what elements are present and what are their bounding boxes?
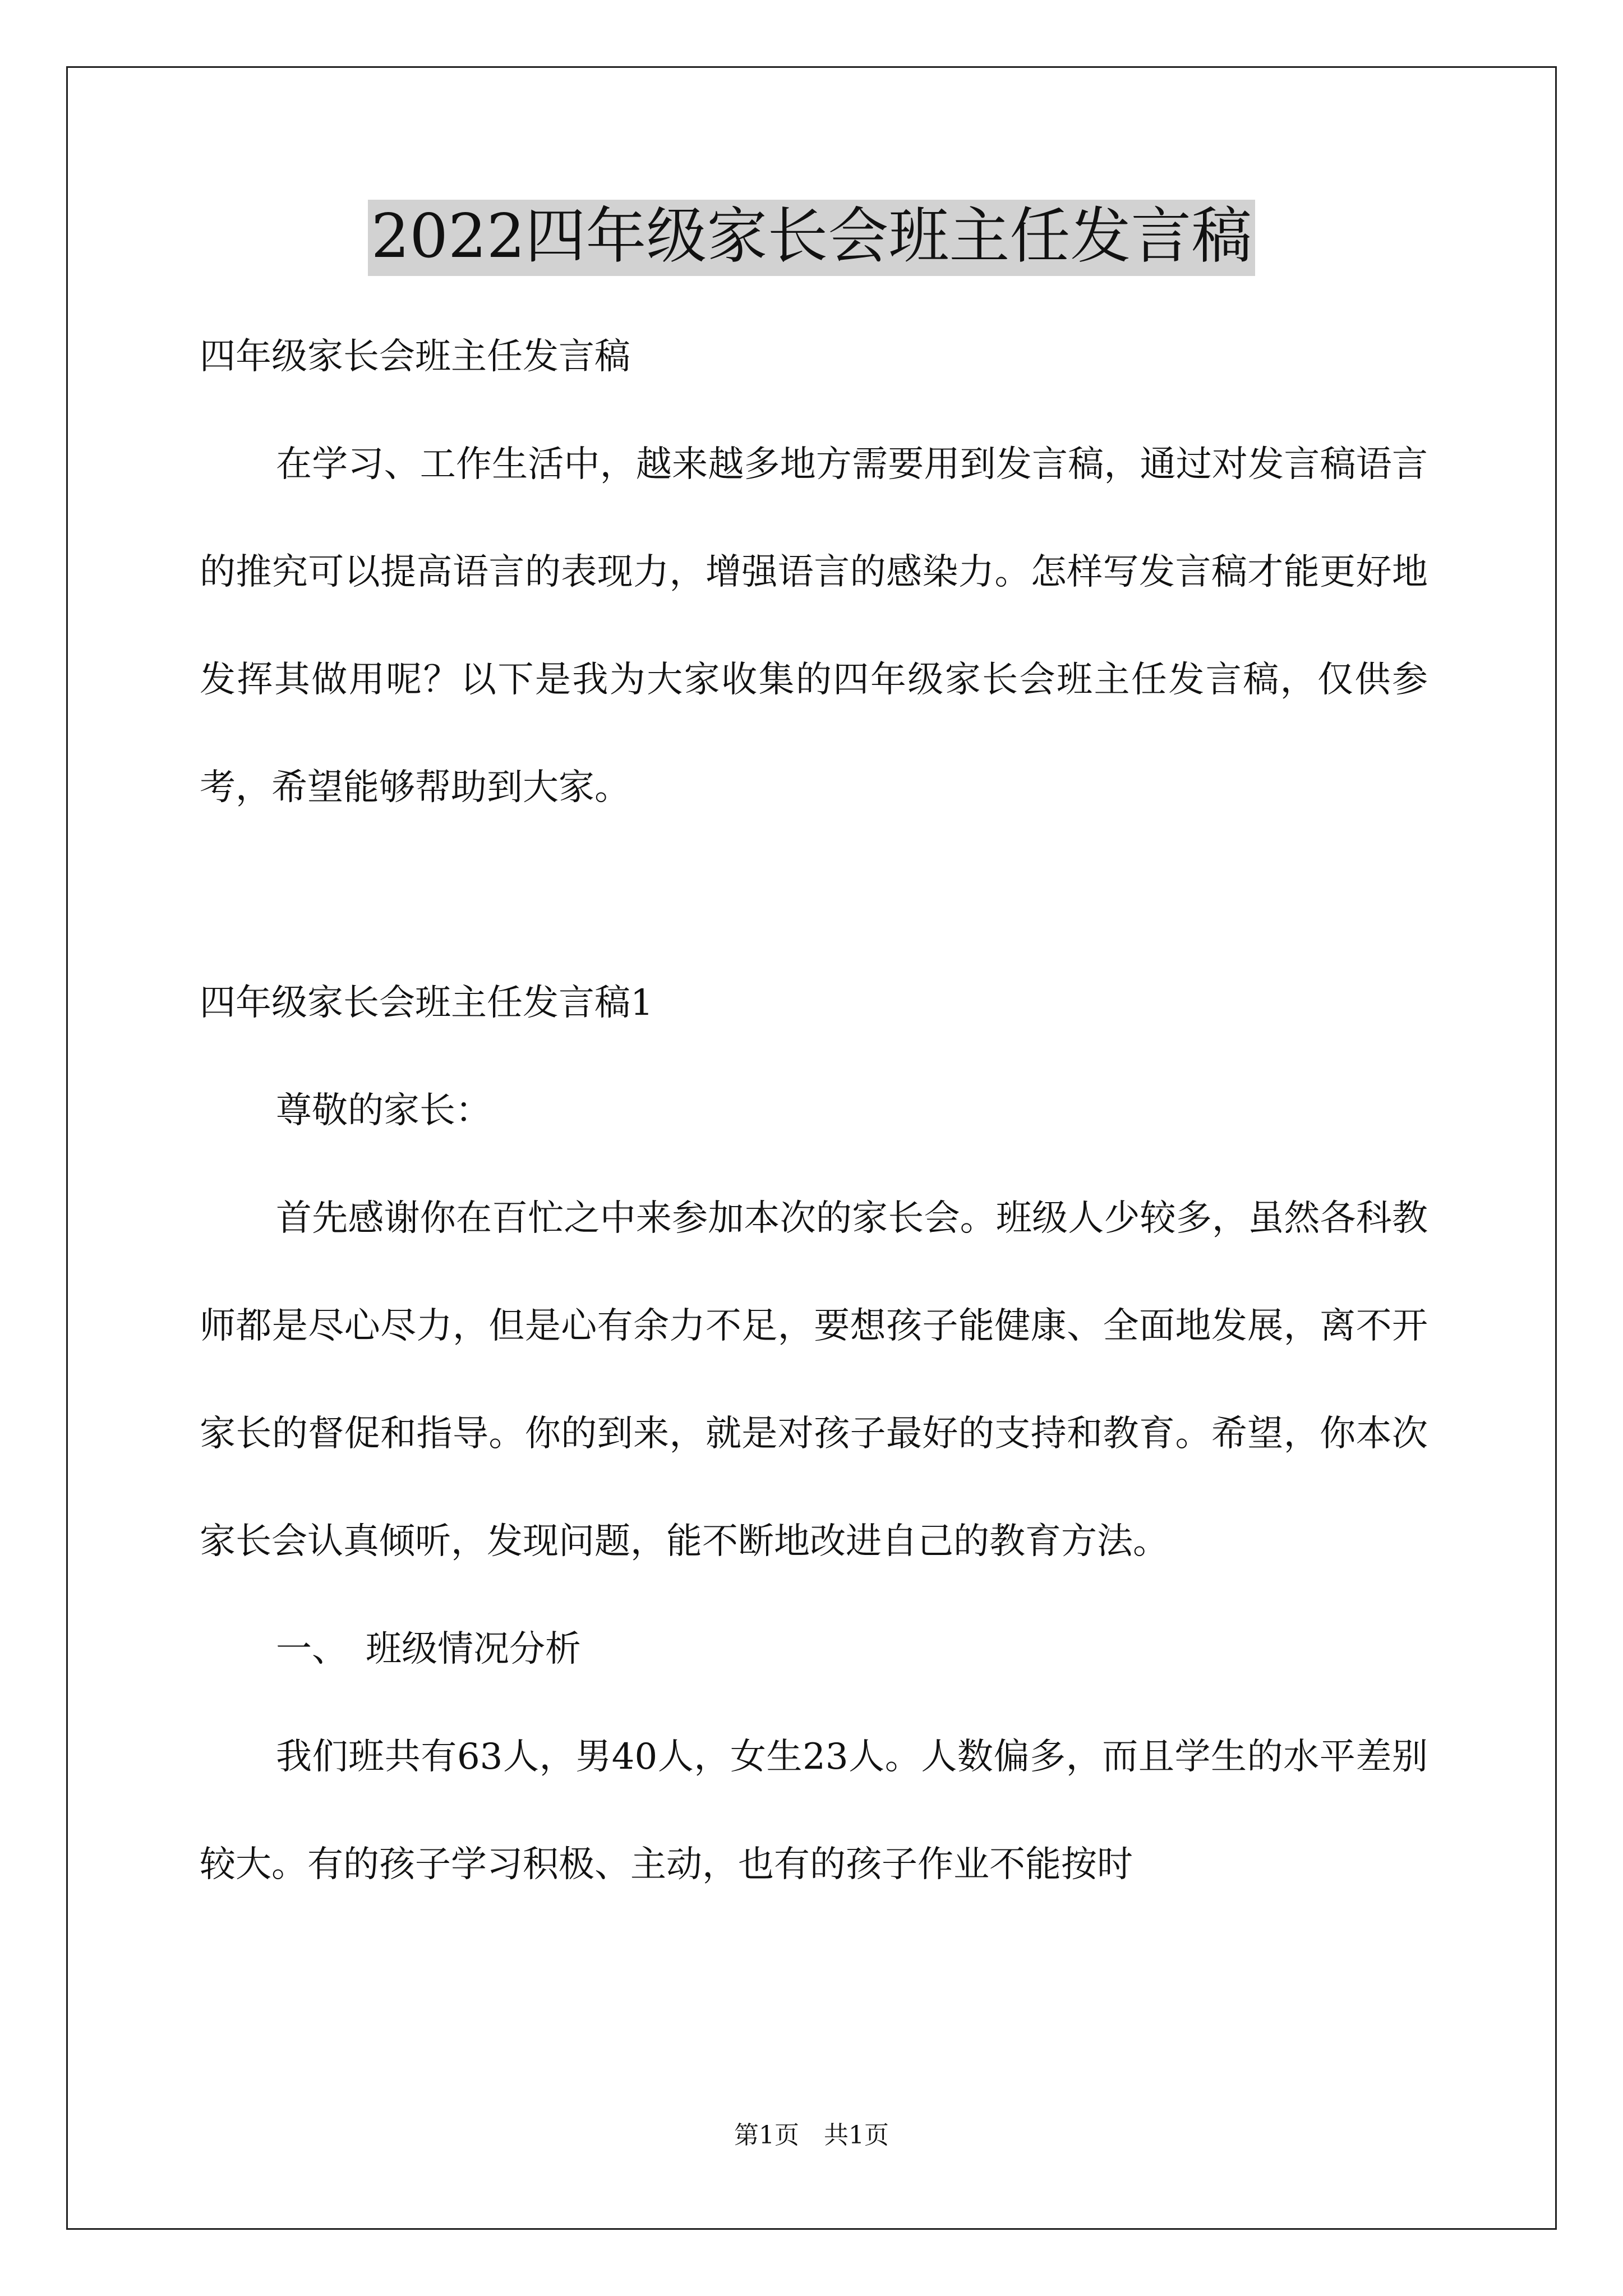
body-paragraph-2: 我们班共有63人，男40人，女生23人。人数偏多，而且学生的水平差别较大。有的孩子学习积极、主动，也有的孩子作业不能按时	[200, 1736, 1428, 1885]
page-footer: 第1页 共1页	[734, 2121, 889, 2150]
paragraph-gap	[200, 841, 1428, 949]
subheading-class-analysis: 一、 班级情况分析	[276, 1628, 581, 1670]
document-subtitle: 四年级家长会班主任发言稿	[200, 336, 630, 378]
body-paragraph-1: 首先感谢你在百忙之中来参加本次的家长会。班级人少较多，虽然各科教师都是尽心尽力，但是心有余力不足，要想孩子能健康、全面地发展，离不开家长的督促和指导。你的到来，就是对孩子最好的支持和教育。希望，你本次家长会认真倾听，发现问题，能不断地改进自己的教育方法。	[200, 1198, 1428, 1562]
section-heading: 四年级家长会班主任发言稿1	[200, 982, 653, 1024]
document-title-text: 2022四年级家长会班主任发言稿	[368, 200, 1256, 276]
intro-paragraph: 在学习、工作生活中，越来越多地方需要用到发言稿，通过对发言稿语言的推究可以提高语言的表现力，增强语言的感染力。怎样写发言稿才能更好地发挥其做用呢？以下是我为大家收集的四年级家长会班主任发言稿，仅供参考，希望能够帮助到大家。	[200, 444, 1428, 808]
document-body	[200, 303, 1428, 1918]
greeting: 尊敬的家长：	[276, 1090, 491, 1131]
document-title	[0, 200, 1623, 276]
